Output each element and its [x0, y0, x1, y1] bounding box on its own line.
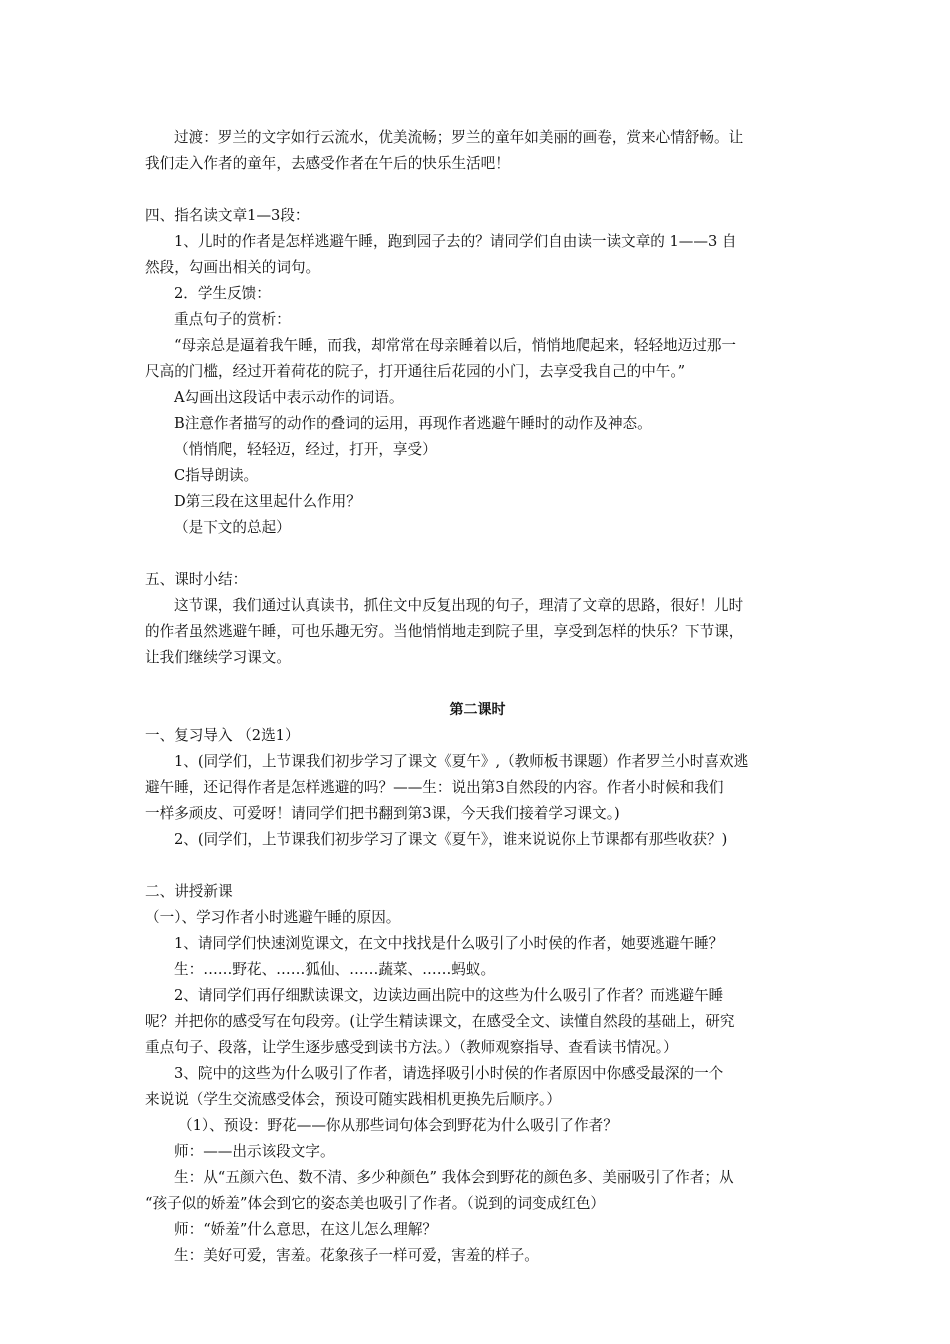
- paragraph-line: 过渡：罗兰的文字如行云流水，优美流畅；罗兰的童年如美丽的画卷，赏来心情舒畅。让: [174, 129, 744, 146]
- paragraph-line: 1、儿时的作者是怎样逃避午睡，跑到园子去的？请同学们自由读一读文章的 1——3 自: [174, 233, 737, 250]
- paragraph-line: 让我们继续学习课文。: [145, 649, 291, 666]
- paragraph-line: B注意作者描写的动作的叠词的运用，再现作者逃避午睡时的动作及神态。: [174, 415, 652, 432]
- paragraph-line: 的作者虽然逃避午睡，可也乐趣无穷。当他悄悄地走到院子里，享受到怎样的快乐？下节课，: [145, 623, 744, 640]
- paragraph-line: 师：“娇羞”什么意思，在这儿怎么理解？: [174, 1221, 438, 1238]
- paragraph-line: （是下文的总起）: [174, 519, 291, 536]
- paragraph-line: 避午睡，还记得作者是怎样逃避的吗？——生：说出第3自然段的内容。作者小时候和我们: [145, 779, 724, 796]
- paragraph-line: 生：美好可爱，害羞。花象孩子一样可爱，害羞的样子。: [174, 1247, 539, 1264]
- blank-line: [145, 853, 810, 879]
- lesson-title: 第二课时: [449, 702, 506, 718]
- document-body: [145, 125, 810, 1269]
- quote-line: 尺高的门槛，经过开着荷花的院子，打开通往后花园的小门，去享受我自己的中午。”: [145, 363, 686, 380]
- paragraph-line: 重点句子、段落，让学生逐步感受到读书方法。）（教师观察指导、查看读书情况。）: [145, 1039, 678, 1056]
- paragraph-line: 1、(同学们，上节课我们初步学习了课文《夏午》,（教师板书课题）作者罗兰小时喜欢逃: [174, 753, 749, 770]
- paragraph-line: （悄悄爬，轻轻迈，经过，打开，享受）: [174, 441, 437, 458]
- section-heading: 五、课时小结：: [145, 571, 248, 588]
- blank-line: [145, 541, 810, 567]
- paragraph-line: 生：从“五颜六色、数不清、多少种颜色” 我体会到野花的颜色多、美丽吸引了作者；从: [174, 1169, 734, 1186]
- quote-line: “母亲总是逼着我午睡，而我，却常常在母亲睡着以后，悄悄地爬起来，轻轻地迈过那一: [174, 337, 737, 354]
- paragraph-line: 一样多顽皮、可爱呀！请同学们把书翻到第3课，今天我们接着学习课文。): [145, 805, 620, 822]
- paragraph-line: 然段，勾画出相关的词句。: [145, 259, 321, 276]
- paragraph-line: 这节课，我们通过认真读书，抓住文中反复出现的句子，理清了文章的思路，很好！儿时: [174, 597, 744, 614]
- paragraph-line: 师：——出示该段文字。: [174, 1143, 335, 1160]
- paragraph-line: 我们走入作者的童年，去感受作者在午后的快乐生活吧！: [145, 155, 510, 172]
- paragraph-line: D第三段在这里起什么作用？: [174, 493, 361, 510]
- paragraph-line: （1）、预设：野花——你从那些词句体会到野花为什么吸引了作者？: [178, 1117, 618, 1134]
- paragraph-line: 2、请同学们再仔细默读课文，边读边画出院中的这些为什么吸引了作者？而逃避午睡: [174, 987, 724, 1004]
- paragraph-line: 重点句子的赏析：: [174, 311, 291, 328]
- paragraph-line: 1、请同学们快速浏览课文，在文中找找是什么吸引了小时侯的作者，她要逃避午睡？: [174, 935, 724, 952]
- subsection-heading: （一）、学习作者小时逃避午睡的原因。: [145, 909, 401, 926]
- paragraph-line: 3、院中的这些为什么吸引了作者，请选择吸引小时侯的作者原因中你感受最深的一个: [174, 1065, 724, 1082]
- paragraph-line: A勾画出这段话中表示动作的词语。: [174, 389, 404, 406]
- blank-line: [145, 671, 810, 697]
- section-heading: 一、复习导入 （2选1）: [145, 727, 300, 744]
- paragraph-line: 生：……野花、……狐仙、……蔬菜、……蚂蚁。: [174, 961, 496, 978]
- paragraph-line: “孩子似的娇羞”体会到它的姿态美也吸引了作者。（说到的词变成红色）: [145, 1195, 606, 1212]
- paragraph-line: 来说说（学生交流感受体会，预设可随实践相机更换先后顺序。）: [145, 1091, 561, 1108]
- paragraph-line: 2．学生反馈：: [174, 285, 271, 302]
- paragraph-line: 2、(同学们，上节课我们初步学习了课文《夏午》，谁来说说你上节课都有那些收获？): [174, 831, 728, 848]
- section-heading: 二、讲授新课: [145, 883, 233, 900]
- paragraph-line: C指导朗读。: [174, 467, 259, 484]
- section-heading: 四、指名读文章1—3段：: [145, 207, 310, 224]
- paragraph-line: 呢？并把你的感受写在句段旁。(让学生精读课文，在感受全文、读懂自然段的基础上，研究: [145, 1013, 735, 1030]
- blank-line: [145, 177, 810, 203]
